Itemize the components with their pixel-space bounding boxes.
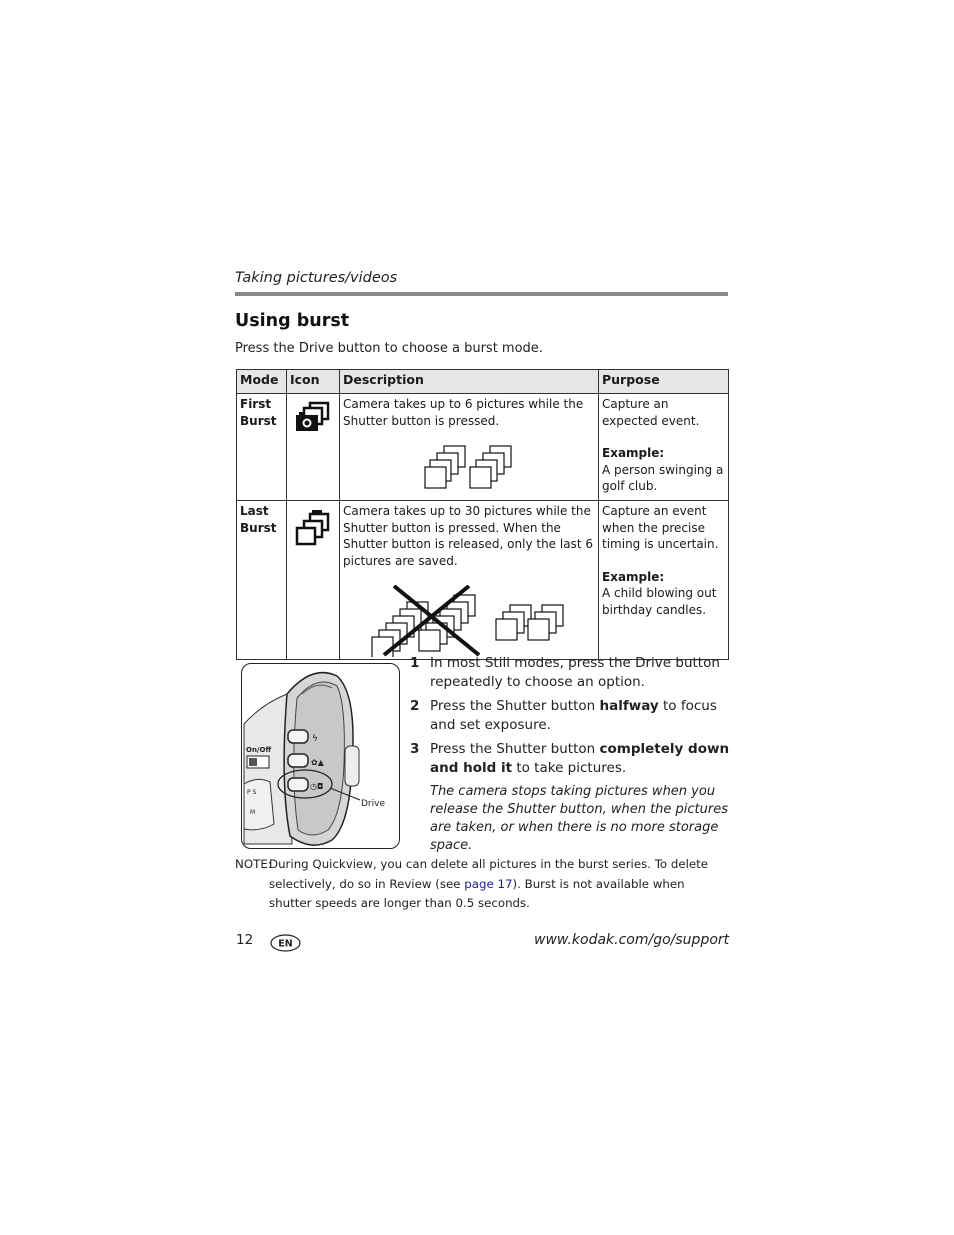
note-text-before: During Quickview, you can delete all pictures in the burst series. To delete selectively, do so in Review (see [269, 857, 709, 891]
description-text: Camera takes up to 6 pictures while the Shutter button is pressed. [343, 397, 584, 428]
description-cell [340, 394, 599, 501]
last-burst-frames-illustration [369, 585, 569, 657]
description-text: Camera takes up to 30 pictures while the Shutter button is pressed. When the Shutter button is released, only the last 6 pictures are saved. [343, 504, 593, 568]
step-text: Press the Shutter button [430, 741, 600, 757]
svg-text:ϟ: ϟ [312, 734, 318, 744]
language-badge-label: EN [278, 938, 293, 950]
onoff-label: On/Off [246, 746, 272, 754]
page-number: 12 [236, 932, 254, 948]
svg-text:✿▲: ✿▲ [311, 758, 324, 767]
instruction-steps [410, 654, 730, 855]
step-item [410, 654, 730, 691]
page-link[interactable]: page 17 [464, 876, 513, 891]
first-burst-frames-illustration [424, 445, 514, 491]
note-text [269, 855, 725, 914]
page-title: Using burst [235, 311, 350, 331]
example-heading: Example: [602, 446, 665, 460]
mode-cell [237, 501, 287, 660]
support-url: www.kodak.com/go/support [534, 932, 730, 948]
note-label: NOTE: [235, 857, 272, 871]
intro-text: Press the Drive button to choose a burst mode. [235, 341, 543, 356]
step-text: to focus and set exposure. [430, 698, 717, 733]
mode-label: Burst [240, 413, 277, 428]
mode-label: Last [240, 504, 269, 518]
header-mode: Mode [237, 370, 287, 394]
table-header-row [237, 370, 729, 394]
step-number: 1 [410, 655, 420, 671]
example-text: A person swinging a golf club. [602, 462, 724, 493]
mode-label: Burst [240, 520, 277, 535]
last-burst-icon [294, 508, 332, 546]
step-emphasis: completely down and hold it [430, 741, 730, 776]
header-icon: Icon [287, 370, 340, 394]
purpose-cell [599, 394, 729, 501]
header-description: Description [340, 370, 599, 394]
table-row [237, 501, 729, 660]
section-header: Taking pictures/videos [235, 270, 398, 286]
burst-mode-table [236, 369, 729, 660]
drive-label: Drive [361, 799, 385, 809]
mode-cell [237, 394, 287, 501]
svg-text:P S: P S [247, 789, 257, 796]
step-item [410, 697, 730, 734]
table-row [237, 394, 729, 501]
purpose-cell [599, 501, 729, 660]
example-heading: Example: [602, 569, 665, 584]
icon-cell [287, 394, 340, 501]
camera-body-drawing [242, 664, 399, 848]
step-text: In most Still modes, press the Drive button repeatedly to choose an option. [430, 655, 720, 690]
header-rule [235, 292, 728, 296]
purpose-text: Capture an expected event. [602, 397, 700, 428]
step-number: 3 [410, 741, 420, 757]
step-text: to take pictures. [512, 759, 627, 776]
first-burst-icon [294, 401, 332, 433]
step-number: 2 [410, 698, 420, 714]
svg-text:M: M [250, 809, 256, 816]
note-block [235, 855, 725, 914]
step-emphasis: halfway [599, 698, 659, 714]
mode-label: First [240, 397, 272, 411]
step-text: Press the Shutter button [430, 698, 600, 714]
example-text: A child blowing out birthday candles. [602, 586, 717, 617]
description-cell [340, 501, 599, 660]
note-text-after: ). Burst is not available when shutter speeds are longer than 0.5 seconds. [269, 876, 685, 910]
language-badge-icon [270, 934, 301, 952]
camera-drive-illustration [241, 663, 400, 849]
step-note: The camera stops taking pictures when you release the Shutter button, when the pictures are taken, or when there is no more storage space. [430, 784, 729, 853]
header-purpose: Purpose [599, 370, 729, 394]
svg-text:◷◘: ◷◘ [310, 782, 324, 791]
step-item [410, 740, 730, 777]
icon-cell [287, 501, 340, 660]
purpose-text: Capture an event when the precise timing is uncertain. [602, 504, 719, 551]
